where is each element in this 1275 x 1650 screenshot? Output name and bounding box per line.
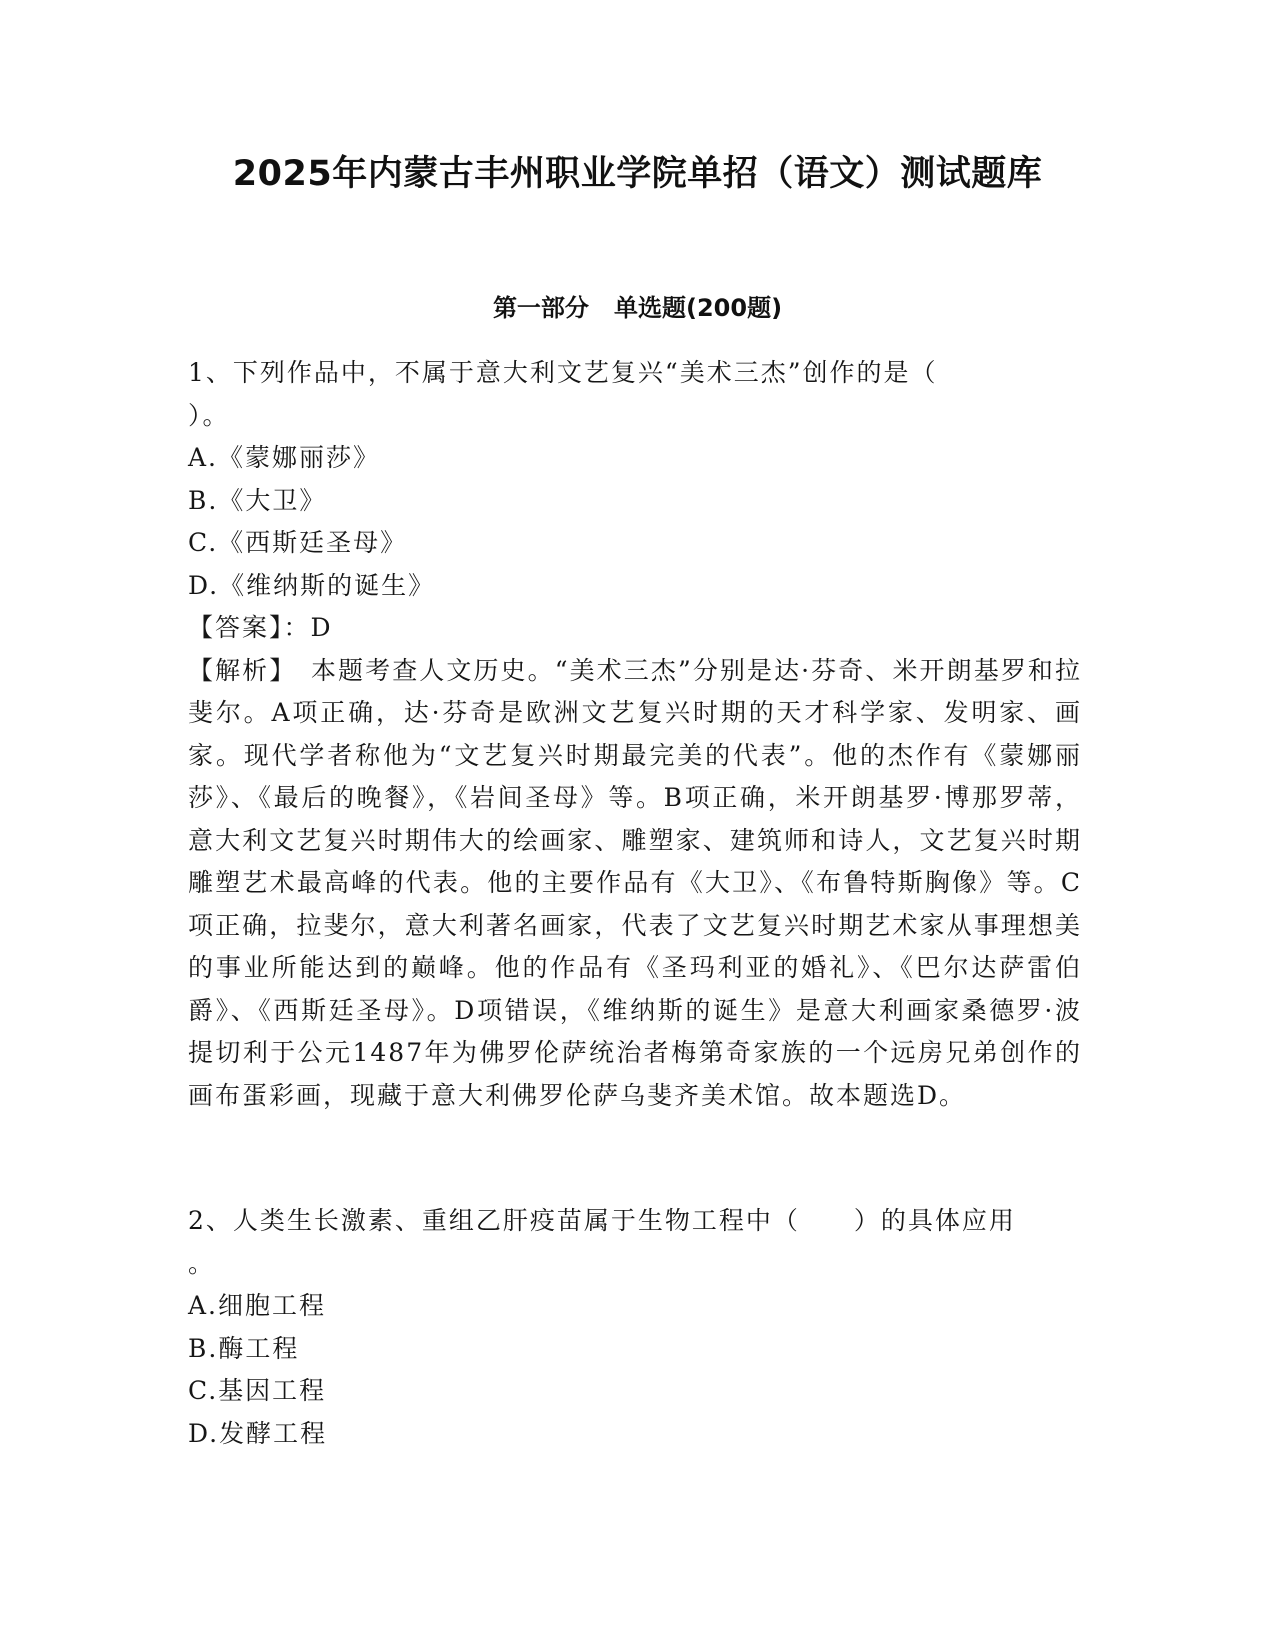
- option-a: A.《蒙娜丽莎》: [188, 443, 381, 472]
- analysis-paragraph: 【解析】 本题考查人文历史。“美术三杰”分别是达·芬奇、米开朗基罗和拉斐尔。A项正确，达·芬奇是欧洲文艺复兴时期的天才科学家、发明家、画家。现代学者称他为“文艺复兴时期最完美的代表”。他的杰作有《蒙娜丽莎》、《最后的晚餐》，《岩间圣母》等。B项正确，米开朗基罗·博那罗蒂，意大利文艺复兴时期伟大的绘画家、雕塑家、建筑师和诗人，文艺复兴时期雕塑艺术最高峰的代表。他的主要作品有《大卫》、《布鲁特斯胸像》等。C项正确，拉斐尔，意大利著名画家，代表了文艺复兴时期艺术家从事理想美的事业所能达到的巅峰。他的作品有《圣玛利亚的婚礼》、《巴尔达萨雷伯爵》、《西斯廷圣母》。D项错误，《维纳斯的诞生》是意大利画家桑德罗·波提切利于公元1487年为佛罗伦萨统治者梅第奇家族的一个远房兄弟创作的画布蛋彩画，现藏于意大利佛罗伦萨乌斐齐美术馆。故本题选D。: [188, 655, 1082, 1110]
- question-stem: 1、下列作品中，不属于意大利文艺复兴“美术三杰”创作的是（: [188, 358, 938, 387]
- question-2: [188, 1200, 1082, 1455]
- option-b: B.酶工程: [188, 1333, 300, 1363]
- option-d: D.发酵工程: [188, 1418, 328, 1448]
- answer-line: 【答案】：D: [188, 613, 333, 642]
- question-stem: 2、人类生长激素、重组乙肝疫苗属于生物工程中（ ）的具体应用: [188, 1206, 1016, 1235]
- question-1: [188, 352, 1082, 1117]
- option-b: B.《大卫》: [188, 485, 327, 515]
- question-stem-continuation: 。: [188, 1248, 216, 1278]
- question-stem-continuation: ）。: [188, 400, 230, 430]
- option-c: C.《西斯廷圣母》: [188, 528, 408, 557]
- document-title: 2025年内蒙古丰州职业学院单招（语文）测试题库: [232, 154, 1043, 194]
- section-heading: 第一部分 单选题(200题): [492, 294, 783, 322]
- option-c: C.基因工程: [188, 1376, 327, 1405]
- option-d: D.《维纳斯的诞生》: [188, 570, 436, 600]
- option-a: A.细胞工程: [188, 1291, 327, 1320]
